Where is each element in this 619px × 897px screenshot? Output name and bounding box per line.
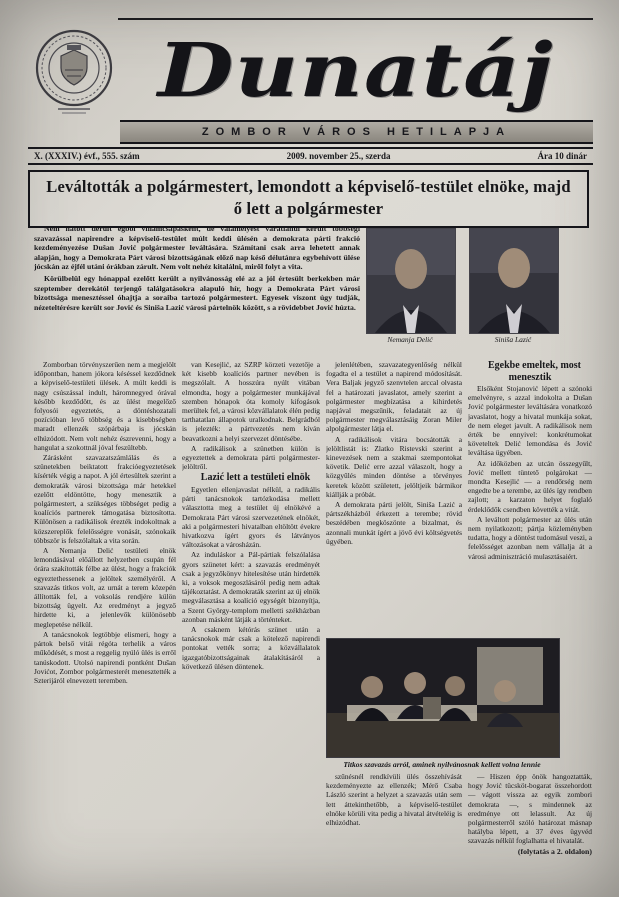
subtitle-bar bbox=[120, 120, 593, 144]
portrait-photo-sinisa-lazic bbox=[469, 228, 557, 344]
group-photo-caption: Titkos szavazás arról, aminek nyilvánosnak kellett volna lennie bbox=[343, 760, 541, 769]
lead-paragraph: Nem hatott derült égből villámcsapásként, de valamelyest váratlanul került többségi szavazással napirendre a képviselő-testület múlt keddi ülésén a demokrata párti frakció kezdeményezése Dušan Jović polgármester leváltására. Számítani csak arra lehetett annak alapján, hogy a Demokrata Párt városi bizottságának előző nap késő délutánra egybehívott ülése jócskán az éjfél utáni órákban zárult. Nem volt nehéz kitalálni, miről folyt a vita. bbox=[34, 224, 360, 272]
body-column-2 bbox=[182, 360, 320, 878]
masthead-top-rule bbox=[118, 18, 593, 20]
paragraph: — Hiszen épp önök hangoztatták, hogy Jović tücsköt-bogarat összehordott — vágott vissza az egyik zombori demokrata —, s mindennek az eredménye ott lelassult. Az új polgármesterről szóló határozat másnap hatályba lépett, a 37 éves ügyvéd szavazás nélkül foglalhatta el hivatalát. bbox=[468, 772, 592, 846]
portrait-photo-nemanja-delic bbox=[366, 228, 454, 344]
paragraph: jelenlétében, szavazategyenlőség nélkül fogadta el a testület a napirend módosítását. Vera Baljak jegyző szenvtelen arccal olvasta fel a határozati javaslatot, amely szerint a polgármester megbízatása a kihirdetés napjával megszűnik, feladatait az új polgármester megválasztásáig Zoran Miler alpolgármester látja el. bbox=[326, 360, 462, 434]
body-column-4-bottom bbox=[468, 772, 592, 878]
subhead-lazic-elected: Lazić lett a testületi elnök bbox=[200, 472, 311, 484]
paragraph: A Nemanja Delić testületi elnök lemondásával előállott helyzetben csupán fél órára szakították félbe az ülést, hogy a frakciók egyeztethessenek a jelöltek személyéről. A szavazás titkos volt, az urnát a terem közepén állították fel, a voksolás rendjére külön bizottság ügyelt. Az eredményt a jegyző hirdette ki, a jelenlevők különösebb meglepetése nélkül. bbox=[34, 546, 176, 629]
issue-info: X. (XXXIV.) évf., 555. szám bbox=[34, 151, 140, 161]
dateline-bar bbox=[28, 147, 593, 165]
paragraph: Zomborban törvényszerűen nem a megjelölt időpontban, hanem jókora késéssel kezdődnek a képviselő-testületi ülések. A múlt keddi is nagy csúszással indult, háromnegyed órával később kezdődött, és az ülést megelőző folyosói egyeztetés, a döntéshozatali pozícióban levő többség és a kisebbségben maradt ellenzék szópárbaja is jócskán elhúzódott. Nem volt nehéz észrevenni, hogy a hangulat a szokottnál jóval feszültebb. bbox=[34, 360, 176, 452]
paragraph: Elsőként Stojanović lépett a szónoki emelvényre, s azzal indokolta a Dušan Jović polgármester leváltására vonatkozó javaslatot, hogy a hivatal munkája sokat, de nem eleget javult. A radikálisok nem érték be ennyivel: konkrétumokat követeltek Delić lemondása és Jović leváltása ügyében. bbox=[468, 384, 592, 458]
paragraph: A leváltott polgármester az ülés után nem nyilatkozott; pártja közleményben tudatta, hogy a döntést tudomásul veszi, a felelősséget azonban nem vállalja át a városi adminisztráció mulasztásaiért. bbox=[468, 514, 592, 561]
photo-caption: Siniša Lazić bbox=[494, 335, 532, 344]
lead-section bbox=[34, 224, 360, 356]
price-info: Ára 10 dinár bbox=[537, 151, 587, 161]
date-info: 2009. november 25., szerda bbox=[286, 151, 391, 161]
body-column-3-bottom bbox=[326, 772, 462, 878]
newspaper-subtitle: ZOMBOR VÁROS HETILAPJA bbox=[201, 126, 512, 138]
masthead bbox=[118, 24, 593, 118]
paragraph: A tanácsnokok legtöbbje elismeri, hogy a pártok belső vitái régóta terhelik a város működését, s most a reggelig nyúló ülés is erről tanúskodott. Utolsó napirendi pontként Dušan Jovićot, Zombor polgármesterét menesztették a Szterijáról elnevezett teremben. bbox=[34, 629, 176, 685]
continuation-note: (folytatás a 2. oldalon) bbox=[517, 846, 592, 856]
body-column-4-top bbox=[468, 360, 592, 636]
subhead-egekbe-emeltek: Egekbe emeltek, most menesztik bbox=[487, 360, 582, 383]
main-headline: Leváltották a polgármestert, lemondott a képviselő-testület elnöke, majd ő lett a polgármester bbox=[46, 177, 571, 218]
paragraph: A csaknem kétórás szünet után a tanácsnokok már csak a kötelező napirendi pontokat vették sorra; a közvállalatok igazgatóbizottságainak átalakításáról a következő ülésen döntenek. bbox=[182, 624, 320, 671]
paragraph: szűnésnél rendkívüli ülés összehívását kezdeményezte az ellenzék; Mérő Csaba László szerint a helyzet a szavazás után sem lett áttekinthetőbb, a képviselő-testület elnöke körüli vita pedig a hivatal átvételéig is elhúzódhat. bbox=[326, 772, 462, 828]
group-photo-secret-vote bbox=[326, 638, 558, 769]
lead-paragraph: Körülbelül egy hónappal ezelőtt került a nyilvánosság elé az a jól értesült berkekben már szeptember derekától terjengő találgatásokra alapuló hír, hogy a Demokrata Párt városi bizottsága menesztéssel óhajtja a soraiba tartozó polgármestert. Egyesek viszont úgy tudják, nézeteltérésre került sor Jović és Siniša Lazić városi pártelnök között, s a rövidebbet Jović húzta. bbox=[34, 273, 360, 312]
paragraph: Zárásként szavazatszámlálás és a szünetekben beiktatott frakcióegyeztetések kísérték végig a napot. A jól értesültek szerint a demokraták városi bizottsága már hetekkel ezelőtt eldöntötte, hogy menesztik a polgármestert, a szükséges többséget pedig a koalíciós partnerek támogatása biztosította. Különösen a radikálisok érezték indokoltnak a közszereplők felelősségre vonását, szónokaik többször is felszólaltak a vita során. bbox=[34, 453, 176, 545]
paragraph: A radikálisok vitára bocsátották a jelöltlistát is: Zlatko Ristevski szerint a kinevezések nem a szakmai szempontokat követik. Delić erre azzal válaszolt, hogy a közgyűlés minden döntése a törvényes keretek között született, jelöltjeik bármikor kiállják a próbát. bbox=[326, 434, 462, 499]
photo-caption: Nemanja Delić bbox=[387, 335, 433, 344]
paragraph: A demokrata párti jelölt, Siniša Lazić a pártszékházból érkezett a terembe; rövid beszédében megköszönte a bizalmat, és azonnali munkát ígért a jövő évi költségvetés ügyében. bbox=[326, 500, 462, 546]
paragraph: Egyetlen ellenjavaslat nélkül, a radikális párti tanácsnokok tartózkodása mellett választotta meg a testület új elnökévé a Demokrata Párt városi szervezetének elnökét, aki a polgármesteri hivatalban eltöltött évekre hivatkozva ígért gyors és látványos változásokat a városházán. bbox=[182, 484, 320, 550]
newspaper-title: Dunatáj bbox=[157, 28, 554, 114]
city-seal-icon bbox=[34, 26, 114, 121]
paragraph: Az időközben az utcán összegyűlt, Jović mellett tüntető polgárokat — mondta Kesejlić — a rendőrség nem engedte be a terembe, az ülés így rendben zajlott; a karzaton helyet foglaló érdeklődők csendben követték a vitát. bbox=[468, 458, 592, 514]
headline-box bbox=[28, 170, 589, 228]
paragraph: A radikálisok a szünetben külön is egyeztettek a demokrata párti polgármester-jelöltről. bbox=[182, 443, 320, 472]
paragraph: van Kesejlić, az SZRP körzeti vezetője a két kisebb koalíciós partner nevében is megszólalt. A hosszúra nyúlt vitában elmondta, hogy a polgármester munkájával szemben hónapok óta komoly kifogások merültek fel, a városi közvállalatok élén pedig tarthatatlan állapotok uralkodnak. Belgrádból is jelezték: a pártvezetés nem kíván beavatkozni a helyi szervezet döntésébe. bbox=[182, 360, 320, 443]
body-column-3-top bbox=[326, 360, 462, 636]
body-column-1 bbox=[34, 360, 176, 878]
paragraph: Az induláskor a Pál-pártiak felszólalása gyors szünetet kért: a szavazás eredményét csak a jegyzőkönyv hitelesítése után hirdették ki, a voksok megoszlásáról pedig nem adtak tájékoztatást. A demokraták szerint az új elnök megválasztása a koalíció egységét bizonyítja, a Szent György-templom melletti székházban azonban másként látják a történteket. bbox=[182, 550, 320, 624]
